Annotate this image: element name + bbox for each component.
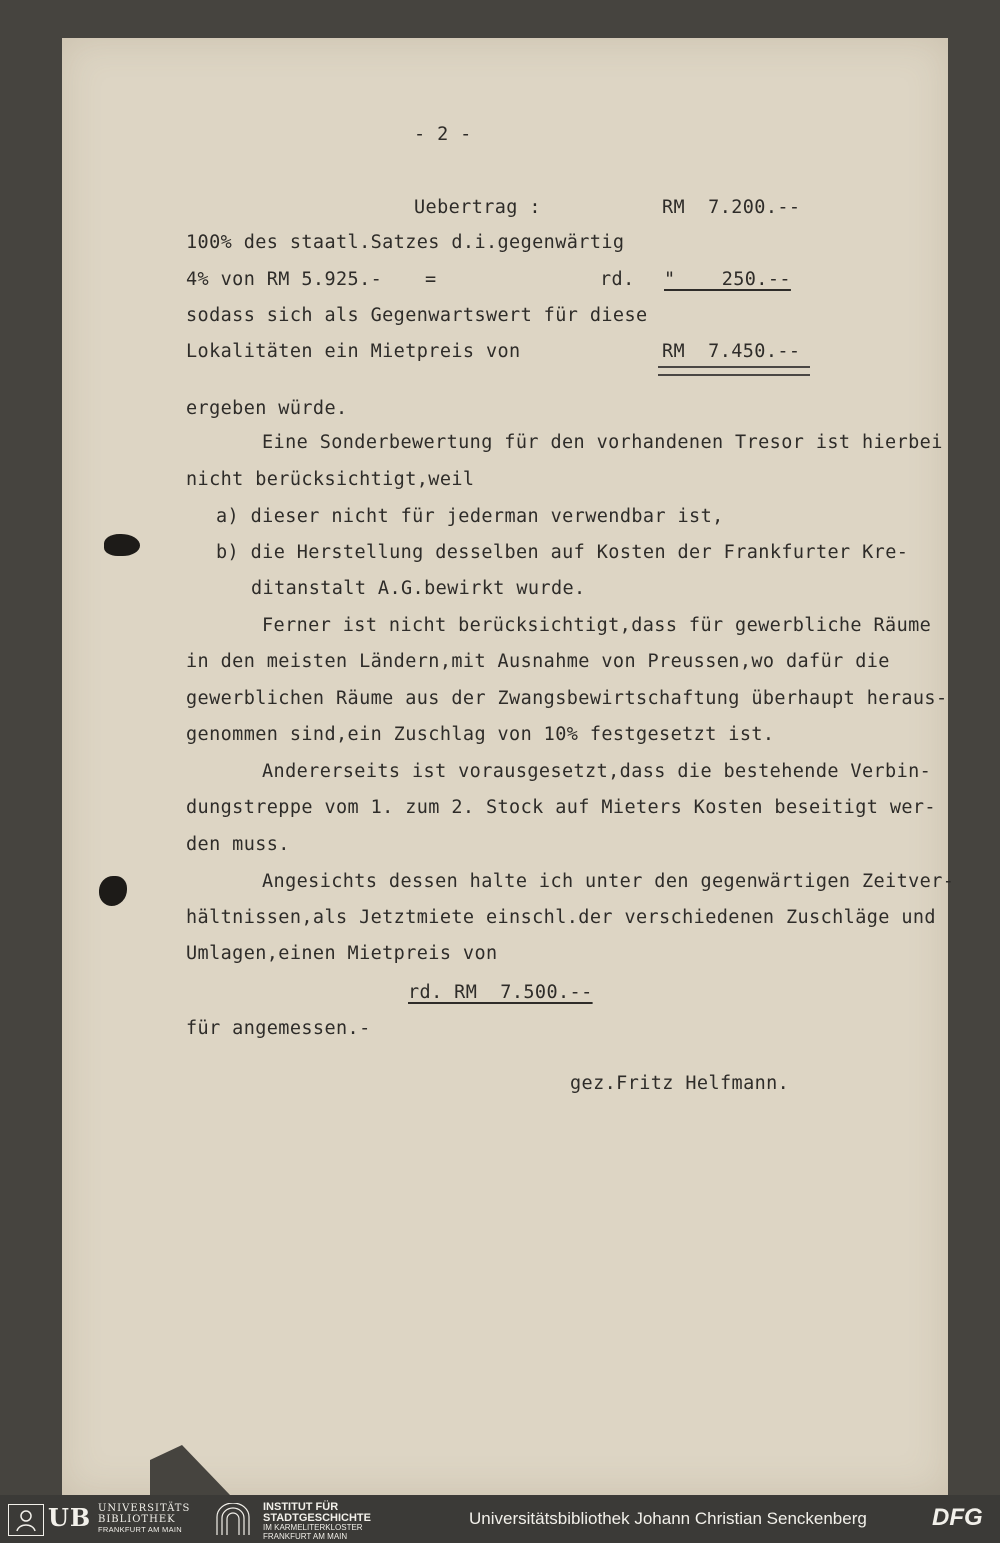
ub-logo-letters: UB [48, 1503, 92, 1532]
line-100pct: 100% des staatl.Satzes d.i.gegenwärtig [186, 232, 625, 253]
double-underline [658, 366, 810, 376]
punch-hole-upper [104, 534, 140, 556]
final-text: für angemessen.- [186, 1018, 371, 1039]
para2-line2: in den meisten Ländern,mit Ausnahme von Preussen,wo dafür die [186, 651, 890, 672]
isg-line3: IM KARMELITERKLOSTER [263, 1523, 363, 1532]
ub-line3: FRANKFURT AM MAIN [98, 1525, 182, 1534]
para4-line3: Umlagen,einen Mietpreis von [186, 943, 498, 964]
item-b-line1: b) die Herstellung desselben auf Kosten der Frankfurter Kre- [216, 542, 909, 563]
uebertrag-amount: RM 7.200.-- [662, 197, 801, 218]
para3-line1: Andererseits ist vorausgesetzt,dass die bestehende Verbin- [262, 761, 932, 782]
isg-line1: INSTITUT FÜR [263, 1501, 339, 1513]
para3-line3: den muss. [186, 834, 290, 855]
para1-line1: Eine Sonderbewertung für den vorhandenen Tresor ist hierbei [262, 432, 943, 453]
item-a: a) dieser nicht für jederman verwendbar ist, [216, 506, 724, 527]
line-4pct-amount: " 250.-- [664, 269, 791, 290]
punch-hole-lower [99, 876, 127, 906]
footer-bar [0, 1495, 1000, 1543]
line-4pct-eq: = [425, 269, 437, 290]
library-name: Universitätsbibliothek Johann Christian Senckenberg [469, 1509, 867, 1528]
ub-line2: BIBLIOTHEK [98, 1513, 176, 1525]
line-sodass: sodass sich als Gegenwartswert für diese [186, 305, 648, 326]
item-b-line2: ditanstalt A.G.bewirkt wurde. [251, 578, 586, 599]
line-ergeben: ergeben würde. [186, 398, 348, 419]
final-amount: rd. RM 7.500.-- [408, 982, 593, 1003]
para1-line2: nicht berücksichtigt,weil [186, 469, 475, 490]
para4-line2: hältnissen,als Jetztmiete einschl.der verschiedenen Zuschläge und [186, 907, 936, 928]
dfg-logo: DFG [932, 1504, 983, 1531]
ub-logo-text [98, 1504, 190, 1536]
signature: gez.Fritz Helfmann. [570, 1073, 790, 1094]
line-4pct-rd: rd. [600, 269, 635, 290]
isg-arch-icon [213, 1503, 253, 1535]
para4-line1: Angesichts dessen halte ich unter den gegenwärtigen Zeitver- [262, 871, 955, 892]
uebertrag-label: Uebertrag : [414, 197, 541, 218]
para2-line1: Ferner ist nicht berücksichtigt,dass für gewerbliche Räume [262, 615, 932, 636]
isg-line2: STADTGESCHICHTE [263, 1511, 371, 1524]
line-4pct-text: 4% von RM 5.925.- [186, 269, 383, 290]
para2-line3: gewerblichen Räume aus der Zwangsbewirtschaftung überhaupt heraus- [186, 688, 948, 709]
isg-logo-text [263, 1502, 371, 1541]
isg-line4: FRANKFURT AM MAIN [263, 1532, 348, 1541]
para2-line4: genommen sind,ein Zuschlag von 10% festgesetzt ist. [186, 724, 775, 745]
ub-line1: UNIVERSITÄTS [98, 1503, 191, 1514]
line-lokal-text: Lokalitäten ein Mietpreis von [186, 341, 521, 362]
line-lokal-amount: RM 7.450.-- [662, 341, 801, 362]
ub-portrait-icon [8, 1504, 44, 1536]
page-number: - 2 - [414, 124, 472, 145]
para3-line2: dungstreppe vom 1. zum 2. Stock auf Mieters Kosten beseitigt wer- [186, 797, 936, 818]
